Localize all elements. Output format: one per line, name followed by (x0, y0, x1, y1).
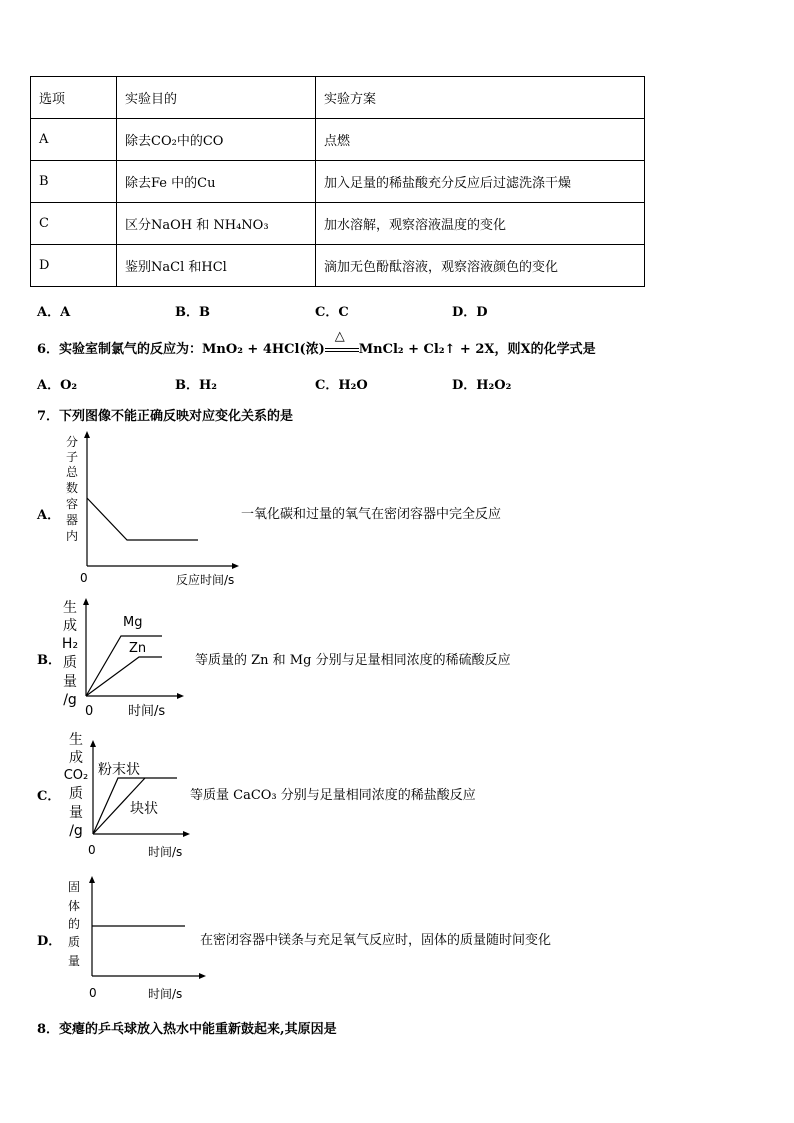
series-label-powder: 粉末状 (98, 762, 140, 778)
table-row (31, 119, 645, 161)
q7-option-d-desc: 在密闭容器中镁条与充足氧气反应时，固体的质量随时间变化 (200, 933, 552, 948)
row-purpose: 区分NaOH 和 NH₄NO₃ (117, 203, 316, 245)
row-purpose: 鉴别NaCl 和HCl (117, 245, 316, 287)
ylabel-char: H₂ (61, 636, 79, 652)
q7-option-a-desc: 一氧化碳和过量的氧气在密闭容器中完全反应 (241, 507, 502, 522)
options-table (30, 76, 645, 287)
xlabel: 时间/s (148, 987, 183, 1001)
table-row (31, 203, 645, 245)
graph-a (60, 430, 260, 590)
header-purpose: 实验目的 (117, 77, 316, 119)
ylabel-char: 总 (65, 465, 79, 479)
heat-symbol: △ (334, 329, 345, 344)
table-row (31, 161, 645, 203)
ylabel-char: 质 (69, 786, 83, 802)
ylabel-char: 器 (65, 513, 79, 527)
ylabel-char: 成 (69, 750, 83, 766)
x-axis-arrow (177, 693, 184, 699)
row-option: C (31, 203, 117, 245)
ylabel-char: 容 (65, 497, 79, 511)
ylabel-char: 量 (69, 805, 83, 821)
ylabel-char: 子 (65, 450, 79, 464)
y-axis-arrow (89, 876, 95, 883)
equals-sign (325, 348, 359, 352)
origin-label: 0 (80, 571, 88, 585)
x-axis-arrow (183, 831, 190, 837)
ylabel-char: 量 (63, 674, 77, 690)
ylabel-char: 成 (63, 618, 77, 634)
ylabel-char: 体 (67, 899, 81, 913)
ylabel-char: 数 (65, 481, 79, 495)
q7-stem: 7．下列图像不能正确反映对应变化关系的是 (37, 409, 294, 424)
row-purpose: 除去Fe 中的Cu (117, 161, 316, 203)
ylabel-char: 的 (67, 917, 81, 931)
x-axis-arrow (199, 973, 206, 979)
q6-choice-a: A．O₂ (37, 378, 78, 393)
q5-choice-c: C．C (315, 305, 349, 320)
q6-choice-c: C．H₂O (315, 378, 368, 393)
reaction-condition (325, 329, 359, 353)
xlabel: 时间/s (148, 845, 183, 859)
q8-stem: 8．变瘪的乒乓球放入热水中能重新鼓起来,其原因是 (37, 1022, 337, 1037)
row-purpose: 除去CO₂中的CO (117, 119, 316, 161)
graph-c (58, 728, 198, 863)
origin-label: 0 (89, 986, 97, 1000)
row-plan: 点燃 (316, 119, 645, 161)
curve (87, 498, 198, 540)
ylabel-char: 内 (65, 529, 79, 543)
series-label-block: 块状 (130, 801, 158, 817)
q6-choice-d: D．H₂O₂ (452, 378, 512, 393)
origin-label: 0 (88, 843, 96, 857)
graph-b (55, 595, 195, 720)
row-plan: 滴加无色酚酞溶液，观察溶液颜色的变化 (316, 245, 645, 287)
y-axis-arrow (84, 431, 90, 438)
q6-stem (37, 329, 596, 357)
q6-prefix: 6．实验室制氯气的反应为：MnO₂ + 4HCl(浓) (37, 342, 325, 357)
series-label-mg: Mg (123, 615, 143, 630)
y-axis-arrow (83, 598, 89, 605)
q7-option-c-label: C． (37, 789, 61, 804)
header-option: 选项 (31, 77, 117, 119)
ylabel-char: 量 (67, 954, 81, 968)
q7-option-d-label: D． (37, 934, 62, 949)
graph-d (60, 873, 220, 1003)
y-axis-arrow (90, 740, 96, 747)
series-label-zn: Zn (129, 641, 147, 656)
ylabel-char: 分 (65, 435, 79, 449)
ylabel-char: CO₂ (63, 768, 89, 783)
x-axis-arrow (232, 563, 239, 569)
origin-label: 0 (85, 704, 94, 719)
ylabel-char: 质 (67, 935, 81, 949)
q7-option-a-label: A． (37, 508, 61, 523)
ylabel-char: /g (69, 823, 83, 839)
row-option: D (31, 245, 117, 287)
q7-option-c-desc: 等质量 CaCO₃ 分别与足量相同浓度的稀盐酸反应 (190, 788, 476, 803)
q7-option-b-desc: 等质量的 Zn 和 Mg 分别与足量相同浓度的稀硫酸反应 (195, 653, 511, 668)
q7-option-b-label: B． (37, 653, 61, 668)
header-plan: 实验方案 (316, 77, 645, 119)
ylabel-char: 固 (67, 880, 81, 894)
q5-choice-d: D．D (452, 305, 488, 320)
ylabel-char: 质 (63, 655, 77, 671)
row-option: B (31, 161, 117, 203)
ylabel-char: /g (63, 692, 77, 708)
q5-choice-b: B．B (175, 305, 210, 320)
row-option: A (31, 119, 117, 161)
row-plan: 加水溶解，观察溶液温度的变化 (316, 203, 645, 245)
table-row (31, 245, 645, 287)
q5-choices (37, 301, 637, 320)
q6-suffix: MnCl₂ + Cl₂↑ + 2X，则X的化学式是 (358, 342, 596, 357)
ylabel-char: 生 (63, 600, 77, 616)
table-header-row (31, 77, 645, 119)
q6-choice-b: B．H₂ (175, 378, 217, 393)
ylabel-char: 生 (69, 732, 83, 748)
xlabel: 时间/s (128, 704, 166, 719)
q6-choices (37, 374, 637, 393)
xlabel: 反应时间/s (176, 573, 235, 587)
row-plan: 加入足量的稀盐酸充分反应后过滤洗涤干燥 (316, 161, 645, 203)
q5-choice-a: A．A (37, 305, 71, 320)
